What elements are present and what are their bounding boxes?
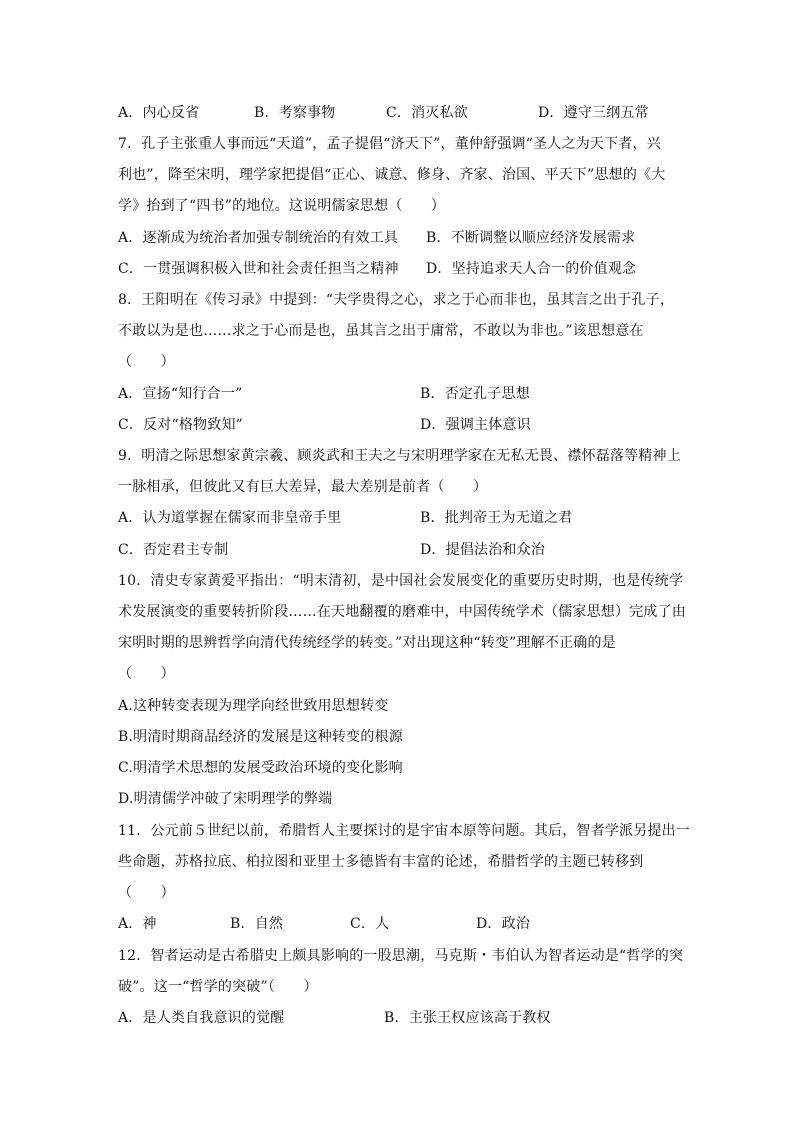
q6-option-b: B．考察事物 [254,105,336,121]
q11-option-b: B．自然 [230,916,284,932]
q10-option-a: A.这种转变表现为理学向经世致用思想转变 [118,698,389,714]
q8-option-a: A．宣扬“知行合一” [118,386,243,402]
q7-option-b: B．不断调整以顺应经济发展需求 [426,230,636,246]
q11-stem-line-1: 11．公元前５世纪以前，希腊哲人主要探讨的是宇宙本原等问题。其后，智者学派另提出一 [118,823,691,839]
q12-stem-line-2: 破”。这一“哲学的突破”（ ） [118,979,318,995]
q12-option-b: B．主张王权应该高于教权 [384,1010,551,1026]
q7-stem-line-3: 学》抬到了“四书”的地位。这说明儒家思想（ ） [118,198,446,214]
q9-option-a: A．认为道掌握在儒家而非皇帝手里 [118,510,342,526]
q11-stem-line-2: 些命题，苏格拉底、柏拉图和亚里士多德皆有丰富的论述，希腊哲学的主题已转移到 [118,854,644,870]
q12-option-a: A．是人类自我意识的觉醒 [118,1010,285,1026]
q8-stem-line-2: 不敢以为是也……求之于心而是也，虽其言之出于庸常，不敢以为非也。”该思想意在 [118,323,644,339]
q11-option-a: A．神 [118,916,157,932]
q9-option-c: C．否定君主专制 [118,542,229,558]
q10-option-b: B.明清时期商品经济的发展是这种转变的根源 [118,729,403,745]
q9-stem-line-2: 一脉相承，但彼此又有巨大差异，最大差别是前者（ ） [118,479,488,495]
q10-stem-line-3: 宋明时期的思辨哲学向清代传统经学的转变。”对出现这种“转变”理解不正确的是 [118,635,616,651]
q10-stem-line-1: 10．清史专家黄爱平指出：“明末清初，是中国社会发展变化的重要历史时期，也是传统学 [118,573,684,589]
q7-stem-line-2: 利也”，降至宋明，理学家把提倡“正心、诚意、修身、齐家、治国、平天下”思想的《大 [118,167,666,183]
q11-stem-line-3: （ ） [118,885,175,901]
q10-stem-line-4: （ ） [118,666,175,682]
q6-option-a: A．内心反省 [118,105,200,121]
q12-stem-line-1: 12．智者运动是古希腊史上颇具影响的一股思潮，马克斯・韦伯认为智者运动是“哲学的突 [118,948,684,964]
q8-stem-line-1: 8．王阳明在《传习录》中提到：“夫学贵得之心，求之于心而非也，虽其言之出于孔子， [118,292,675,308]
q7-option-c: C．一贯强调积极入世和社会责任担当之精神 [118,261,399,277]
q8-stem-line-3: （ ） [118,354,175,370]
q9-option-d: D．提倡法治和众治 [420,542,546,558]
q11-option-c: C．人 [350,916,390,932]
q11-option-d: D．政治 [476,916,531,932]
q7-option-d: D．坚持追求天人合一的价值观念 [426,261,637,277]
q9-option-b: B．批判帝王为无道之君 [420,510,573,526]
q7-option-a: A．逐渐成为统治者加强专制统治的有效工具 [118,230,399,246]
q10-stem-line-2: 术发展演变的重要转折阶段……在天地翻覆的磨难中，中国传统学术（儒家思想）完成了由 [118,604,686,620]
q6-option-c: C．消灭私欲 [386,105,468,121]
q10-option-c: C.明清学术思想的发展受政治环境的变化影响 [118,760,403,776]
q8-option-c: C．反对“格物致知” [118,417,244,433]
q10-option-d: D.明清儒学冲破了宋明理学的弊端 [118,791,333,807]
q8-option-b: B．否定孔子思想 [420,386,530,402]
q6-option-d: D．遵守三纲五常 [538,105,649,121]
q8-option-d: D．强调主体意识 [420,417,531,433]
q9-stem-line-1: 9．明清之际思想家黄宗羲、顾炎武和王夫之与宋明理学家在无私无畏、襟怀磊落等精神上 [118,448,681,464]
q7-stem-line-1: 7．孔子主张重人事而远“天道”，孟子提倡“济天下”，董仲舒强调“圣人之为天下者，兴 [118,136,661,152]
